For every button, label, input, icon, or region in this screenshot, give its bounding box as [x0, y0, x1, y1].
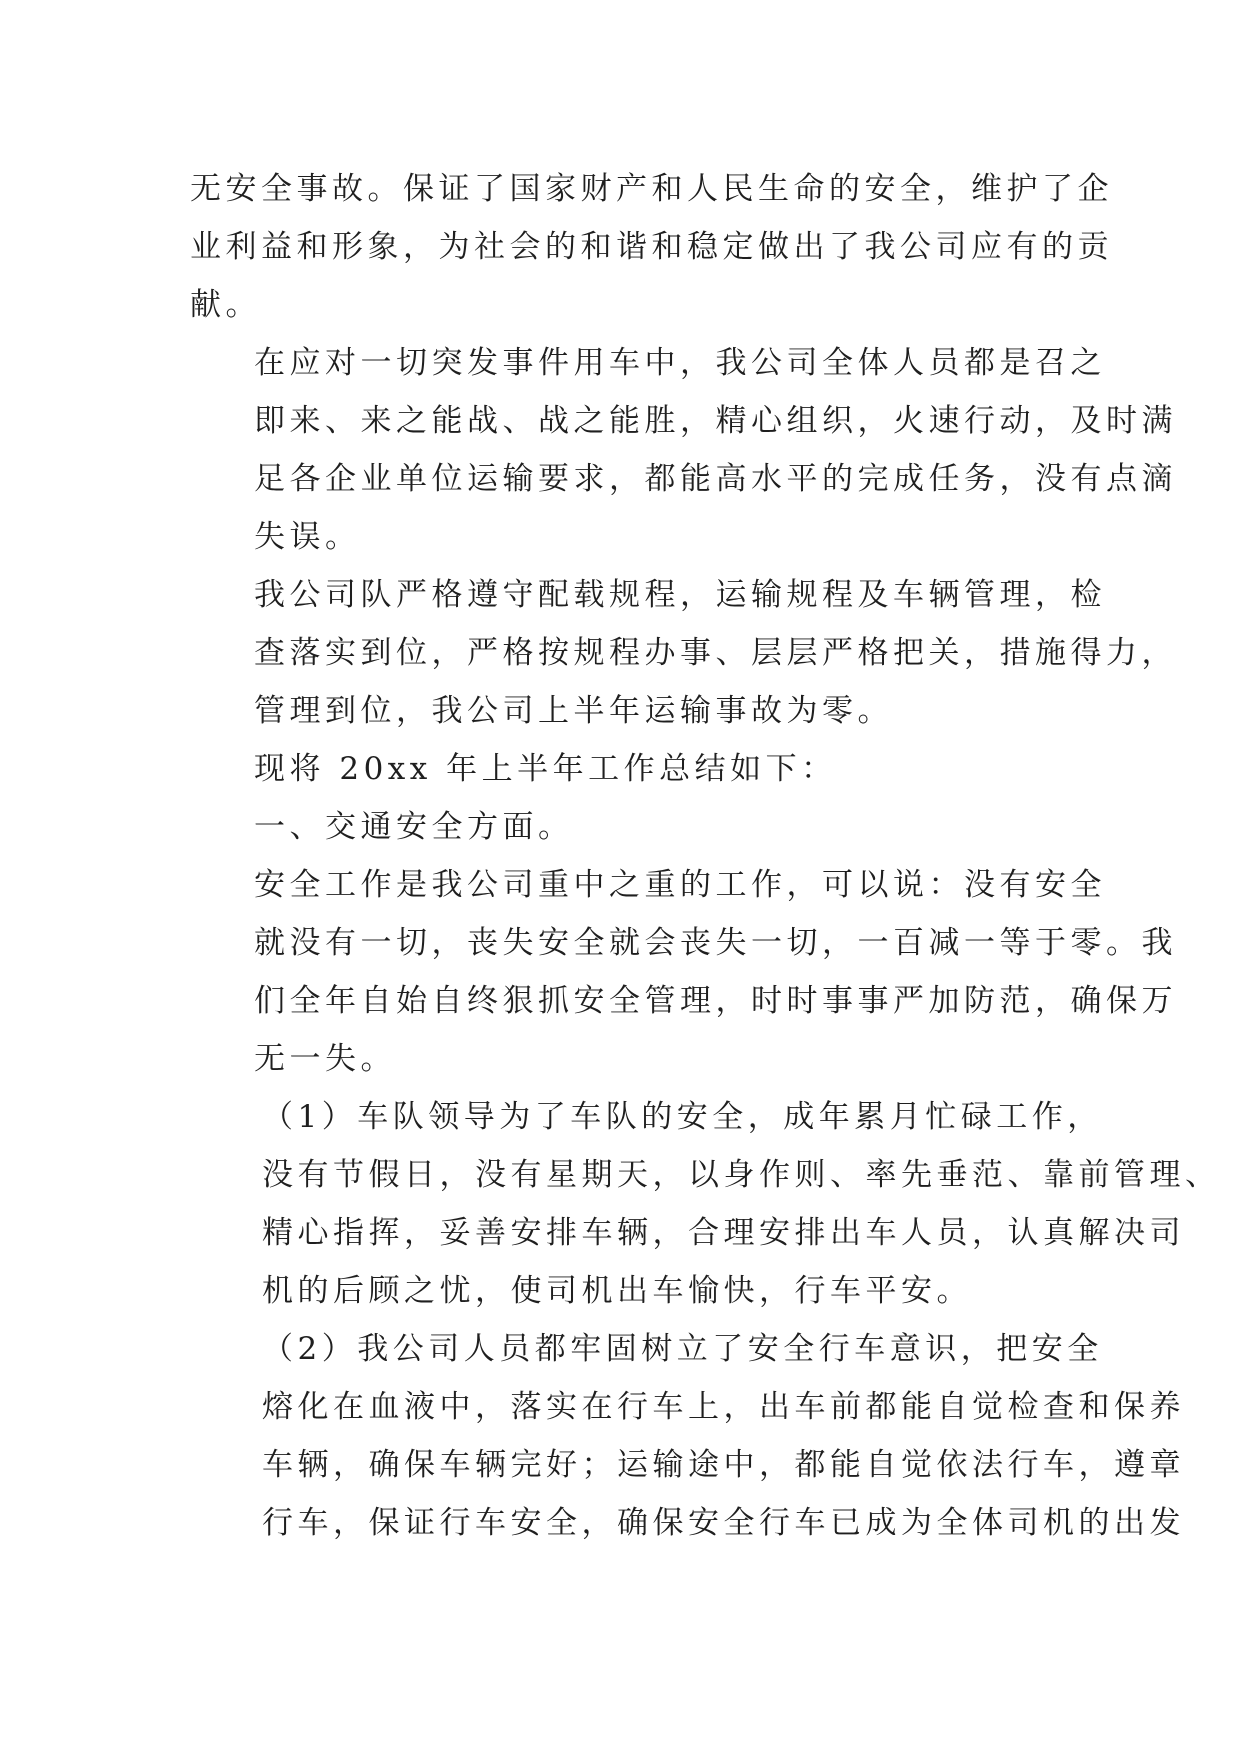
- text-line: 献。: [190, 287, 261, 323]
- text-line: 没有节假日，没有星期天，以身作则、率先垂范、靠前管理、: [262, 1157, 1221, 1193]
- text-line: 即来、来之能战、战之能胜，精心组织，火速行动，及时满: [254, 403, 1177, 439]
- text-line: 我公司队严格遵守配载规程，运输规程及车辆管理，检: [254, 577, 1106, 613]
- paragraph: [190, 334, 1177, 566]
- text-line: 无一失。: [254, 1041, 396, 1077]
- text-line: 机的后顾之忧，使司机出车愉快，行车平安。: [262, 1273, 972, 1309]
- text-line: 行车，保证行车安全，确保安全行车已成为全体司机的出发: [262, 1505, 1185, 1541]
- text-line: 业利益和形象，为社会的和谐和稳定做出了我公司应有的贡: [190, 229, 1113, 265]
- text-line: 安全工作是我公司重中之重的工作，可以说：没有安全: [254, 867, 1106, 903]
- text-line: （1）车队领导为了车队的安全，成年累月忙碌工作，: [262, 1099, 1103, 1135]
- text-line: 现将 20xx 年上半年工作总结如下：: [254, 751, 837, 787]
- text-line: 足各企业单位运输要求，都能高水平的完成任务，没有点滴: [254, 461, 1177, 497]
- paragraph: [190, 160, 1113, 334]
- text-line: 无安全事故。保证了国家财产和人民生命的安全，维护了企: [190, 171, 1113, 207]
- text-line: （2）我公司人员都牢固树立了安全行车意识，把安全: [262, 1331, 1103, 1367]
- paragraph: [190, 566, 1177, 740]
- paragraph: [190, 856, 1177, 1088]
- text-line: 车辆，确保车辆完好；运输途中，都能自觉依法行车，遵章: [262, 1447, 1185, 1483]
- text-line: 精心指挥，妥善安排车辆，合理安排出车人员，认真解决司: [262, 1215, 1185, 1251]
- paragraph: [190, 1088, 1221, 1320]
- text-line: 管理到位，我公司上半年运输事故为零。: [254, 693, 893, 729]
- text-line: 一、交通安全方面。: [254, 809, 574, 845]
- paragraph: [190, 798, 1070, 856]
- text-line: 熔化在血液中，落实在行车上，出车前都能自觉检查和保养: [262, 1389, 1185, 1425]
- text-line: 在应对一切突发事件用车中，我公司全体人员都是召之: [254, 345, 1106, 381]
- document-body: [190, 160, 1221, 1552]
- text-line: 就没有一切，丧失安全就会丧失一切，一百减一等于零。我: [254, 925, 1177, 961]
- paragraph: [190, 740, 1070, 798]
- text-line: 们全年自始自终狠抓安全管理，时时事事严加防范，确保万: [254, 983, 1177, 1019]
- text-line: 查落实到位，严格按规程办事、层层严格把关，措施得力，: [254, 635, 1177, 671]
- paragraph: [190, 1320, 1185, 1552]
- text-line: 失误。: [254, 519, 361, 555]
